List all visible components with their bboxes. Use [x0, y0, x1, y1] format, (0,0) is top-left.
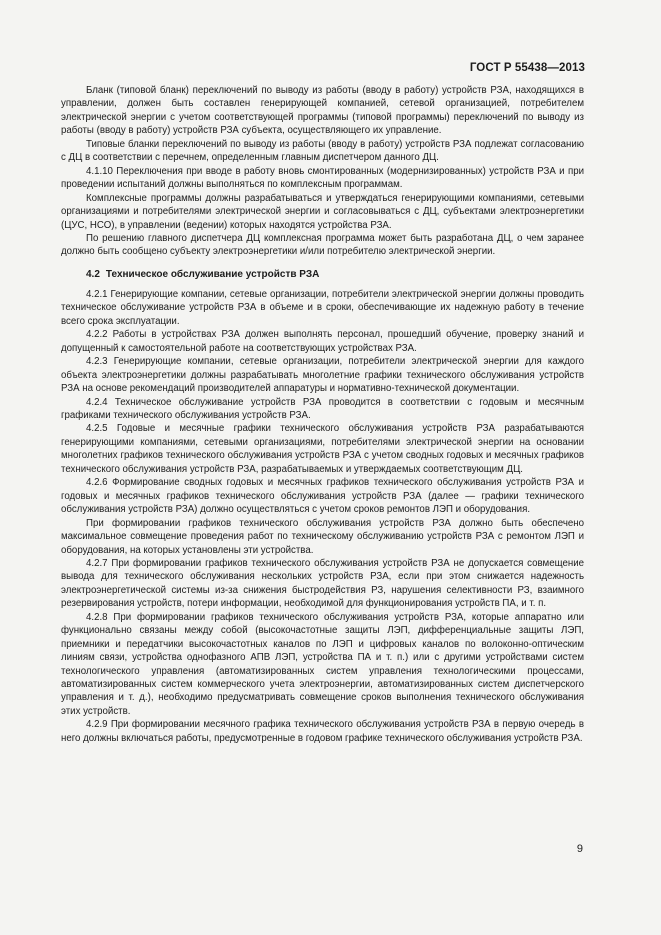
- paragraph: По решению главного диспетчера ДЦ комплексная программа может быть разработана ДЦ, о чем заранее должно быть сообщено субъекту электроэнергетики и/или потребителю электрической энергии.: [61, 232, 584, 258]
- paragraph: 4.2.9 При формировании месячного графика технического обслуживания устройств РЗА в первую очередь в него должны включаться работы, предусмотренные в годовом графике технического обслуживания устройств РЗА.: [61, 719, 584, 744]
- paragraph: Комплексные программы должны разрабатываться и утверждаться генерирующими компаниями, сетевыми организациями и потребителями электрической энергии и согласовываться с ДЦ, субъектами электроэнергетики (ЦУС, НСО), в управлении (ведении) которых находятся устройства РЗА.: [61, 192, 584, 231]
- paragraph: 4.2.2 Работы в устройствах РЗА должен выполнять персонал, прошедший обучение, проверку знаний и допущенный к самостоятельной работе на соответствующих устройствах РЗА.: [61, 329, 584, 354]
- paragraph: 4.2.3 Генерирующие компании, сетевые организации, потребители электрической энергии для каждого объекта электроэнергетики должны разрабатывать многолетние графики технического обслуживания устройств РЗА на основе рекомендаций производителей аппаратуры и нормативно-технической документации.: [61, 356, 584, 395]
- paragraph: 4.2.6 Формирование сводных годовых и месячных графиков технического обслуживания устройств РЗА и годовых и месячных графиков технического обслуживания устройств РЗА (далее — графики технического обслуживания устройств РЗА) должно осуществляться с учетом сроков ремонтов ЛЭП и оборудования.: [61, 477, 584, 516]
- paragraph: 4.2.8 При формировании графиков технического обслуживания устройств РЗА, которые аппаратно или функционально связаны между собой (высокочастотные защиты ЛЭП, дифференциальные защиты ЛЭП, приемники и передатчики высокочастотных каналов по ЛЭП и цифровых каналов по волоконно-оптическим линиям связи, устройства однофазного АПВ ЛЭП, устройства ПА и т. п.) или с другими устройствами систем технологического управления (автоматизированных систем управления технологическими процессами, автоматизированных систем коммерческого учета электроэнергии, автоматизированных систем диспетчерского управления и т. д.), необходимо предусматривать совмещение сроков выполнения технического обслуживания этих устройств.: [61, 611, 584, 717]
- section-heading: [61, 268, 584, 281]
- section-title: Техническое обслуживание устройств РЗА: [105, 268, 320, 280]
- paragraph: При формировании графиков технического обслуживания устройств РЗА должно быть обеспечено максимальное совмещение проведения работ по техническому обслуживанию устройств РЗА с ремонтом ЛЭП и оборудования, на которых установлены эти устройства.: [61, 517, 584, 556]
- paragraph: 4.2.7 При формировании графиков технического обслуживания устройств РЗА не допускается совмещение вывода для технического обслуживания нескольких устройств РЗА, если при этом снижается надежность электроэнергетической системы из-за снижения быстродействия РЗ, нарушения селективности РЗ, взаимного резервирования устройств, потери информации, необходимой для функционирования устройств ПА, и т. п.: [61, 557, 584, 610]
- paragraph: 4.2.1 Генерирующие компании, сетевые организации, потребители электрической энергии должны проводить техническое обслуживание устройств РЗА в объеме и в сроки, обеспечивающие их надежную работу в течение всего срока эксплуатации.: [61, 288, 584, 327]
- page-number: 9: [576, 843, 583, 855]
- paragraph: 4.2.4 Техническое обслуживание устройств РЗА проводится в соответствии с годовым и месячным графиками технического обслуживания устройств РЗА.: [61, 396, 584, 421]
- paragraph: 4.1.10 Переключения при вводе в работу вновь смонтированных (модернизированных) устройств РЗА и при проведении испытаний должны выполняться по комплексным программам.: [61, 165, 584, 191]
- paragraph: 4.2.5 Годовые и месячные графики технического обслуживания устройств РЗА разрабатываются генерирующими компаниями, сетевыми организациями, потребителями электрической энергии на основании многолетних графиков технического обслуживания устройств РЗА с учетом сводных годовых и месячных графиков технического обслуживания устройств РЗА, разрабатываемых и утверждаемых соответствующим ДЦ.: [61, 423, 584, 475]
- standard-header: ГОСТ Р 55438—2013: [469, 62, 585, 74]
- paragraph: Типовые бланки переключений по выводу из работы (вводу в работу) устройств РЗА подлежат согласованию с ДЦ в соответствии с перечнем, определенным главным диспетчером данного ДЦ.: [61, 138, 584, 164]
- document-body: [61, 84, 584, 745]
- section-number: 4.2: [86, 268, 100, 280]
- paragraph: Бланк (типовой бланк) переключений по выводу из работы (вводу в работу) устройств РЗА, находящихся в управлении, должен быть составлен генерирующей компанией, сетевой организацией, потребителем электрической энергии с учетом соответствующей программы (типовой программы) переключений по выводу из работы (вводу в работу) устройств РЗА субъекта, осуществляющего их управление.: [61, 85, 584, 137]
